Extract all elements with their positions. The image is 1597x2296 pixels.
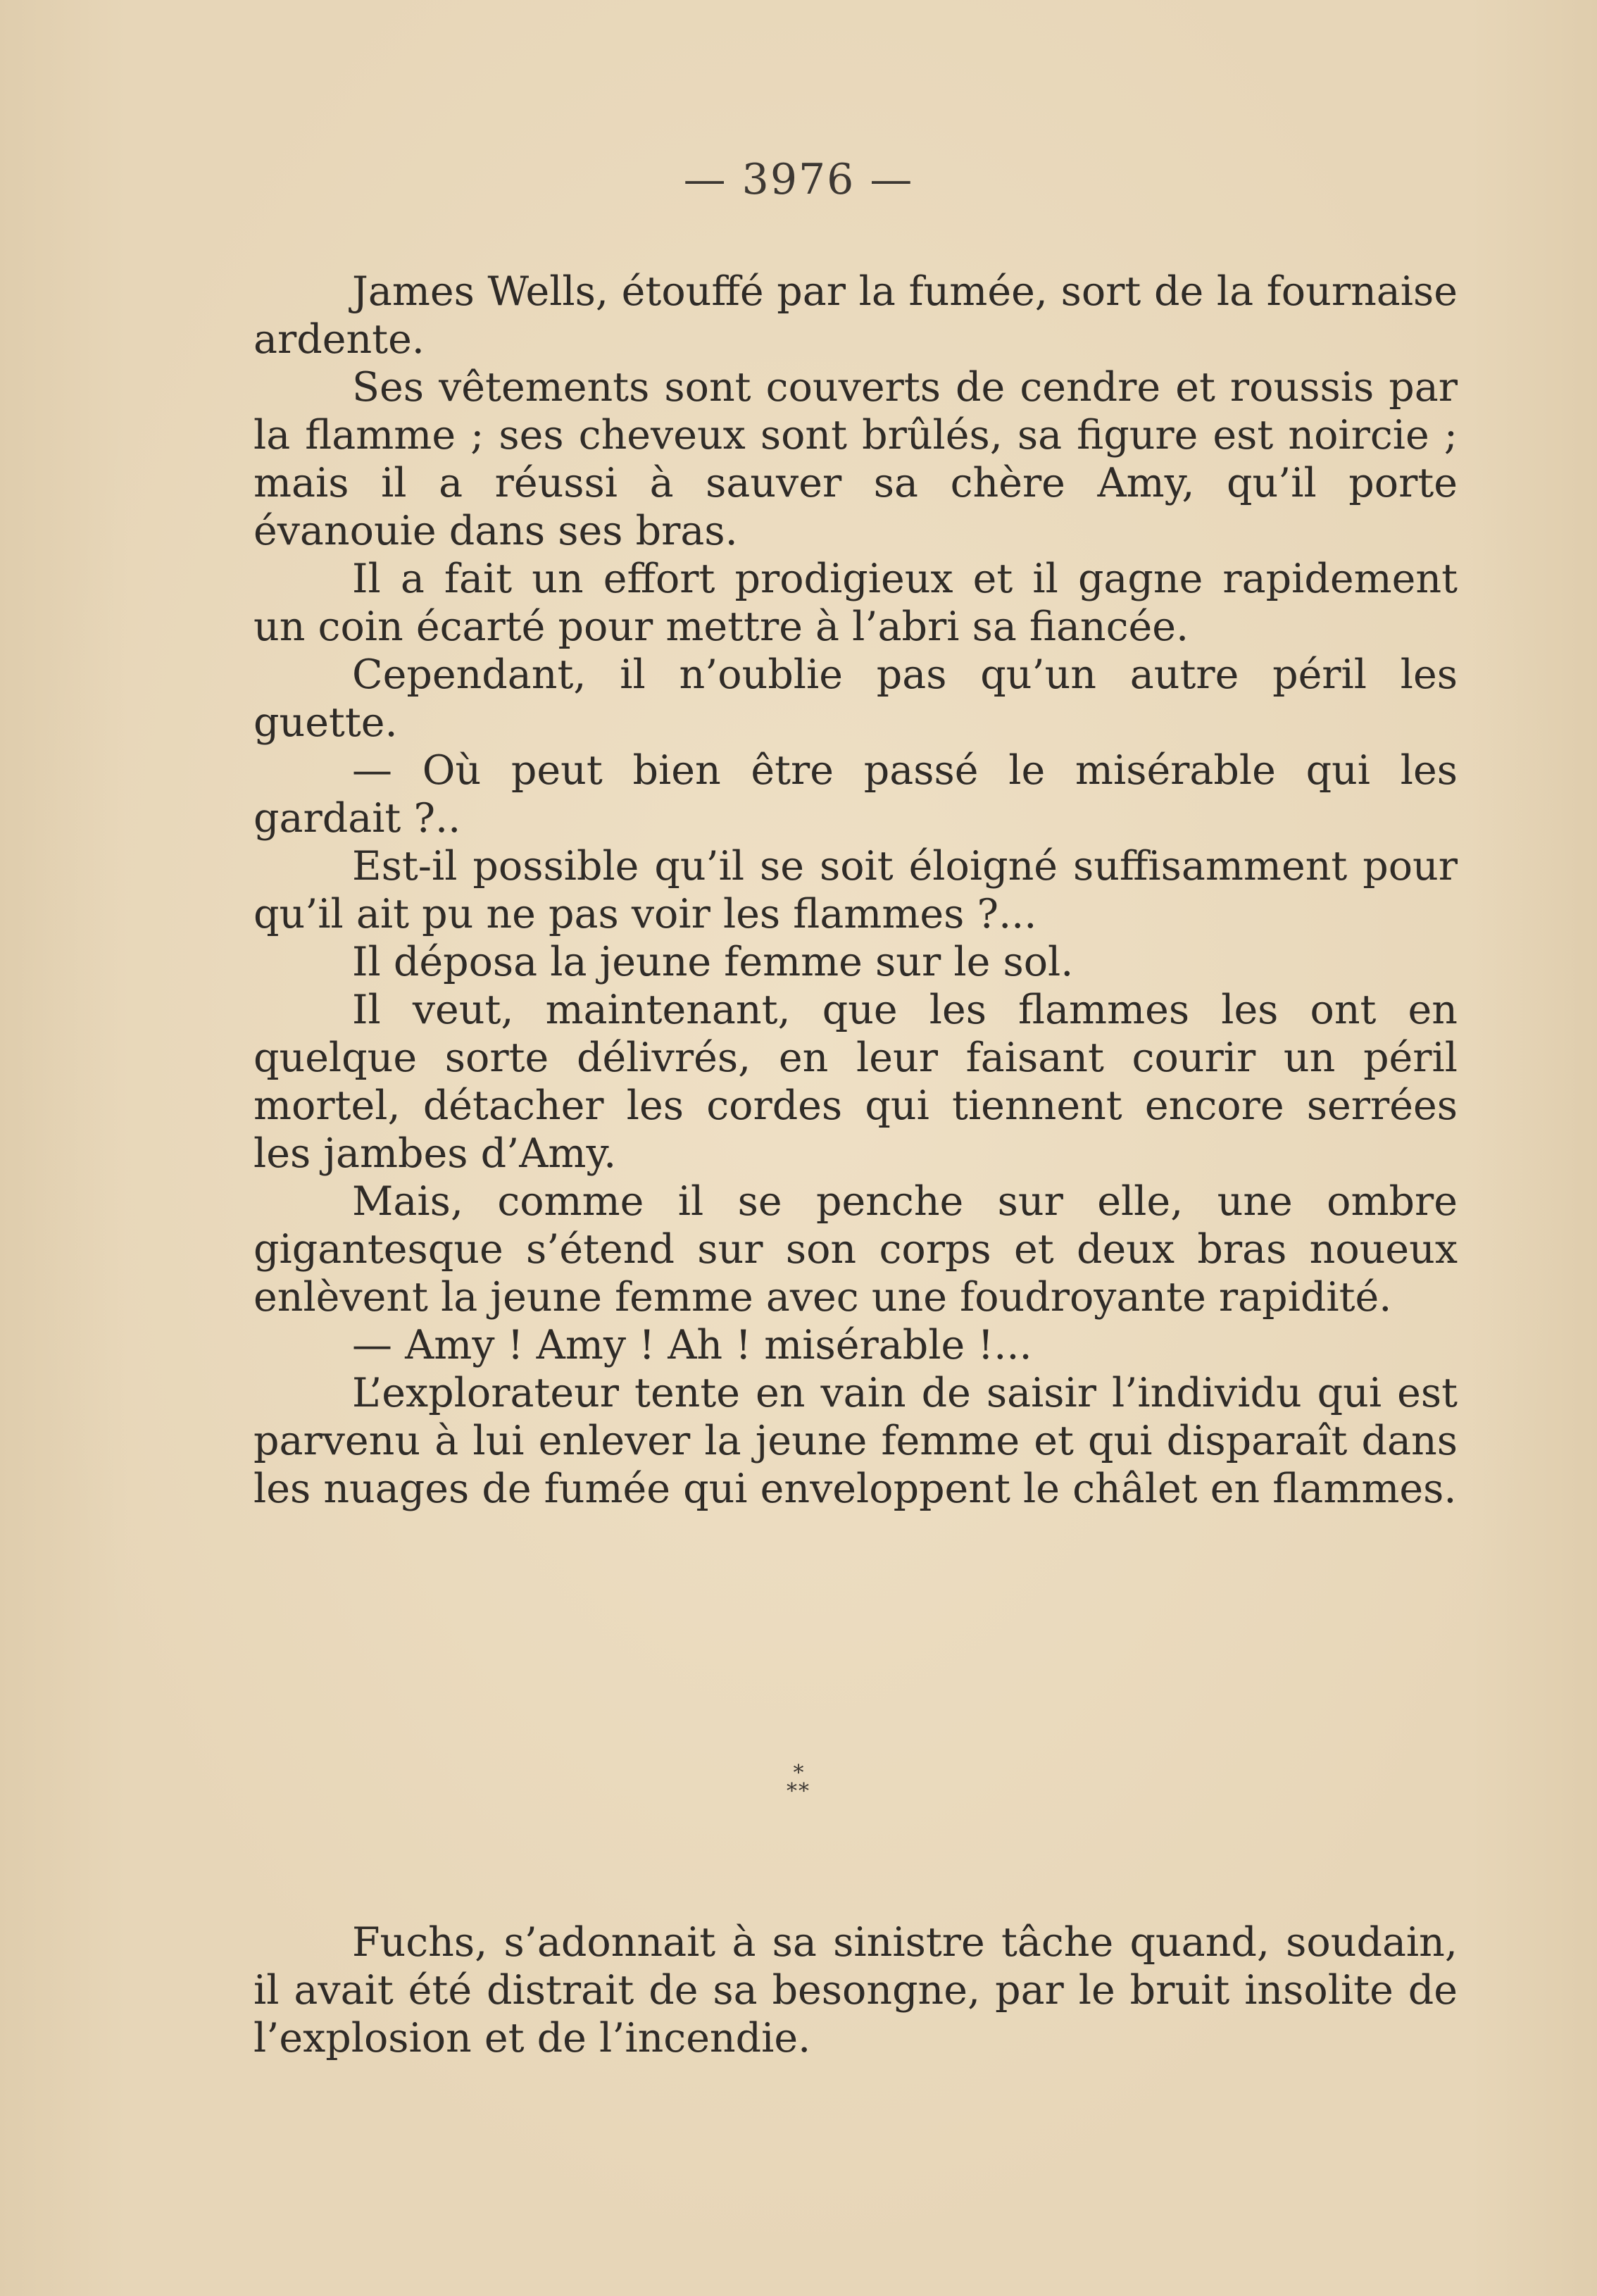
paragraph: — Où peut bien être passé le misérable qui les gardait ?.. xyxy=(253,747,1458,842)
paragraph: Fuchs, s’adonnait à sa sinistre tâche quand, soudain, il avait été distrait de sa besongne, par le bruit insolite de l’explosion et de l’incendie. xyxy=(253,1919,1458,2061)
paragraph: Il a fait un effort prodigieux et il gagne rapidement un coin écarté pour mettre à l’abri sa fiancée. xyxy=(253,556,1458,650)
paragraph: James Wells, étouffé par la fumée, sort de la fournaise ardente. xyxy=(253,268,1458,363)
paragraph: Il veut, maintenant, que les flammes les ont en quelque sorte délivrés, en leur faisant courir un péril mortel, détacher les cordes qui tiennent encore serrées les jambes d’Amy. xyxy=(253,987,1458,1177)
asterism-top: * xyxy=(793,1761,804,1785)
paragraph: L’explorateur tente en vain de saisir l’individu qui est parvenu à lui enlever la jeune femme et qui disparaît dans les nuages de fumée qui enveloppent le châlet en flammes. xyxy=(253,1370,1458,1512)
paragraph: Ses vêtements sont couverts de cendre et roussis par la flamme ; ses cheveux sont brûlés, sa figure est noircie ; mais il a réussi à sauver sa chère Amy, qu’il porte évanouie dans ses bras. xyxy=(253,364,1458,554)
asterism-bottom: ** xyxy=(787,1779,810,1804)
main-text xyxy=(253,268,1458,1513)
paragraph: Est-il possible qu’il se soit éloigné suffisamment pour qu’il ait pu ne pas voir les flammes ?... xyxy=(253,843,1458,937)
paragraph: — Amy ! Amy ! Ah ! misérable !... xyxy=(352,1322,1032,1368)
paragraph: Il déposa la jeune femme sur le sol. xyxy=(352,939,1074,985)
page-number: — 3976 — xyxy=(683,155,914,204)
section-separator xyxy=(770,1761,827,1814)
section-text xyxy=(253,1918,1458,2062)
paragraph: Mais, comme il se penche sur elle, une ombre gigantesque s’étend sur son corps et deux bras noueux enlèvent la jeune femme avec une foudroyante rapidité. xyxy=(253,1178,1458,1321)
paragraph: Cependant, il n’oublie pas qu’un autre péril les guette. xyxy=(253,651,1458,746)
